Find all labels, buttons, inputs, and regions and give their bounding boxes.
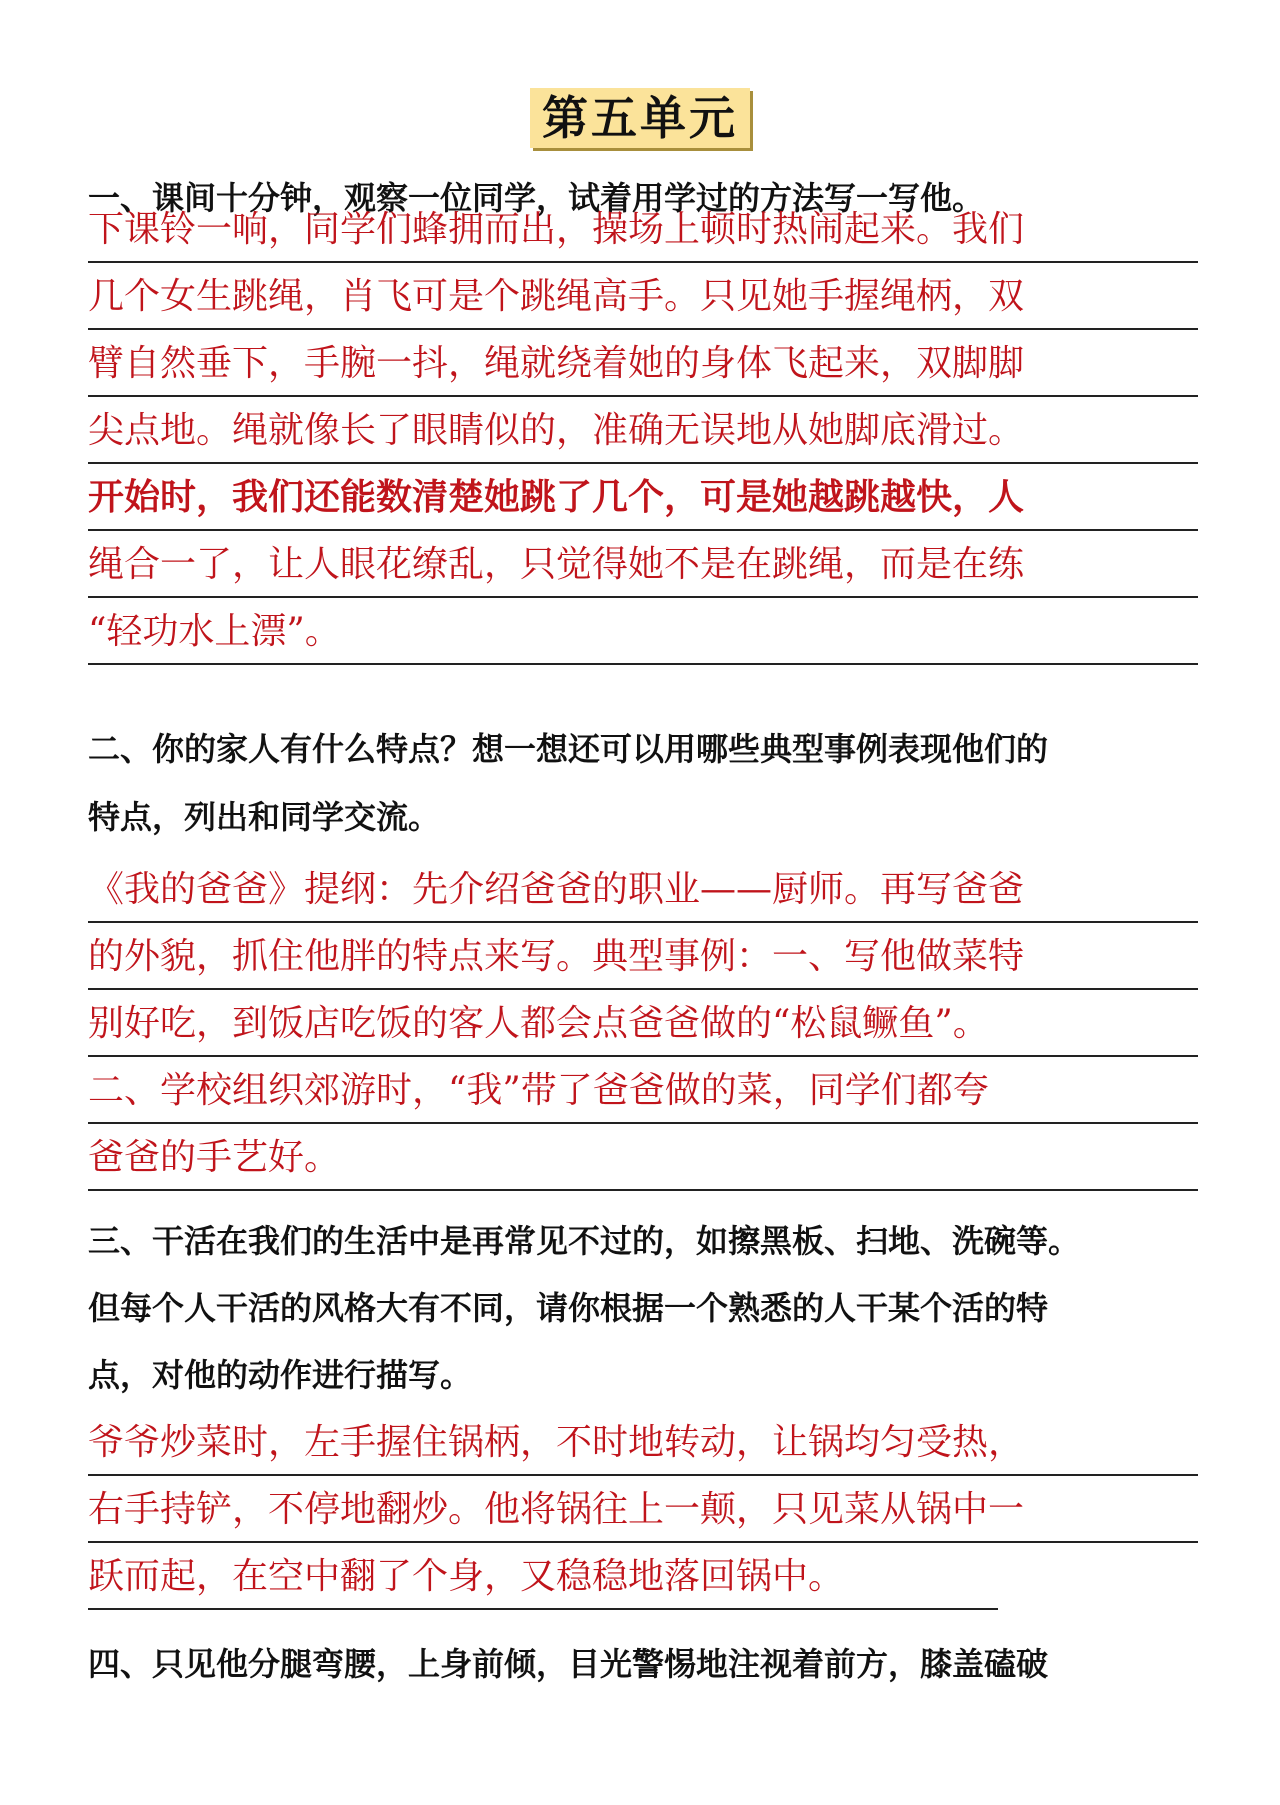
question-3-line-2: 但每个人干活的风格大有不同，请你根据一个熟悉的人干某个活的特 bbox=[88, 1289, 1049, 1327]
answer-1-line-5: 开始时，我们还能数清楚她跳了几个，可是她越跳越快，人 bbox=[88, 464, 1198, 531]
answer-3-line-2: 右手持铲，不停地翻炒。他将锅往上一颠，只见菜从锅中一 bbox=[88, 1476, 1198, 1543]
answer-1-line-4: 尖点地。绳就像长了眼睛似的，准确无误地从她脚底滑过。 bbox=[88, 397, 1198, 464]
answer-2-line-4: 二、学校组织郊游时，“我”带了爸爸做的菜，同学们都夸 bbox=[88, 1057, 1198, 1124]
answer-1-line-1: 下课铃一响，同学们蜂拥而出，操场上顿时热闹起来。我们 bbox=[88, 196, 1198, 263]
answer-2-line-3: 别好吃，到饭店吃饭的客人都会点爸爸做的“松鼠鳜鱼”。 bbox=[88, 990, 1198, 1057]
page-title: 第五单元 bbox=[530, 88, 750, 148]
answer-1-line-6: 绳合一了，让人眼花缭乱，只觉得她不是在跳绳，而是在练 bbox=[88, 531, 1198, 598]
question-2-line-2: 特点，列出和同学交流。 bbox=[88, 798, 441, 836]
title-wrap bbox=[0, 88, 1280, 148]
answer-1-line-7: “轻功水上漂”。 bbox=[88, 598, 1198, 665]
question-3-line-1: 三、干活在我们的生活中是再常见不过的，如擦黑板、扫地、洗碗等。 bbox=[88, 1222, 1081, 1260]
answer-1-line-2: 几个女生跳绳，肖飞可是个跳绳高手。只见她手握绳柄，双 bbox=[88, 263, 1198, 330]
answer-3-line-1: 爷爷炒菜时，左手握住锅柄，不时地转动，让锅均匀受热， bbox=[88, 1409, 1198, 1476]
answer-1-line-3: 臂自然垂下，手腕一抖，绳就绕着她的身体飞起来，双脚脚 bbox=[88, 330, 1198, 397]
question-3-line-3: 点，对他的动作进行描写。 bbox=[88, 1356, 473, 1394]
question-1-line-1: 一、课间十分钟，观察一位同学，试着用学过的方法写一写他。 bbox=[88, 179, 985, 217]
question-2-line-1: 二、你的家人有什么特点？想一想还可以用哪些典型事例表现他们的 bbox=[88, 730, 1049, 768]
answer-2-line-1: 《我的爸爸》提纲：先介绍爸爸的职业——厨师。再写爸爸 bbox=[88, 856, 1198, 923]
answer-2-line-5: 爸爸的手艺好。 bbox=[88, 1124, 1198, 1191]
answer-3-line-3: 跃而起，在空中翻了个身，又稳稳地落回锅中。 bbox=[88, 1543, 998, 1610]
question-4-line-1: 四、只见他分腿弯腰，上身前倾，目光警惕地注视着前方，膝盖磕破 bbox=[88, 1645, 1049, 1683]
answer-2-line-2: 的外貌，抓住他胖的特点来写。典型事例：一、写他做菜特 bbox=[88, 923, 1198, 990]
